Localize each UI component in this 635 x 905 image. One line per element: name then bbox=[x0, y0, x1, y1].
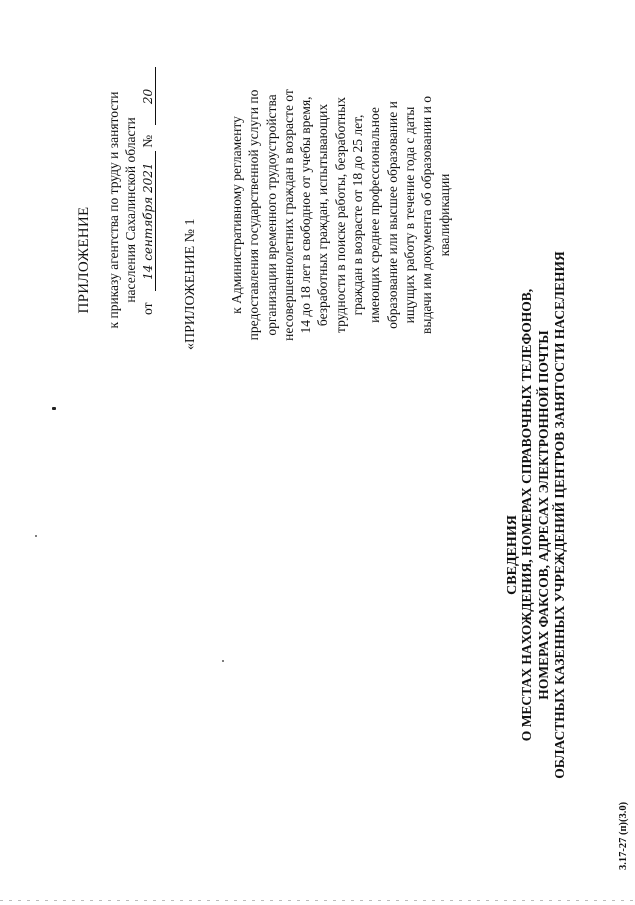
section-heading bbox=[519, 235, 569, 795]
handwritten-date: 14 сентября 2021 bbox=[142, 151, 156, 291]
regulation-line: безработных граждан, испытывающих bbox=[315, 103, 331, 327]
regulation-line: трудности в поиске работы, безработных bbox=[332, 97, 348, 333]
heading-line: НОМЕРАХ ФАКСОВ, АДРЕСАХ ЭЛЕКТРОННОЙ ПОЧТЫ bbox=[535, 330, 551, 700]
regulation-reference bbox=[228, 0, 453, 435]
scan-speck bbox=[35, 535, 37, 537]
regulation-line: имеющих среднее профессиональное bbox=[367, 107, 383, 323]
regulation-line: квалификации bbox=[436, 173, 452, 257]
regulation-line: к Административному регламенту bbox=[229, 116, 244, 314]
scan-edge-line bbox=[0, 900, 635, 901]
document-code: 3.17-27 (п)(3.0) bbox=[618, 801, 629, 870]
regulation-line: образование или высшее образование и bbox=[384, 101, 400, 329]
regulation-line: предоставления государственной услуги по bbox=[246, 89, 262, 341]
handwritten-number: 20 bbox=[142, 68, 156, 126]
regulation-line: несовершеннолетних граждан в возрасте от bbox=[280, 89, 296, 341]
number-sign: № bbox=[140, 134, 155, 148]
regulation-line: ищущих работу в течение года с даты bbox=[401, 106, 417, 324]
appendix-number-label: «ПРИЛОЖЕНИЕ № 1 bbox=[183, 218, 198, 350]
section-heading-title: СВЕДЕНИЯ bbox=[505, 515, 520, 595]
order-reference bbox=[105, 30, 139, 390]
regulation-line: 14 до 18 лет в свободное от учебы время, bbox=[298, 96, 314, 334]
scan-speck bbox=[52, 407, 56, 410]
regulation-line: организации временного трудоустройства bbox=[263, 94, 279, 336]
heading-line: О МЕСТАХ НАХОЖДЕНИЯ, НОМЕРАХ СПРАВОЧНЫХ ТЕЛЕФОНОВ, bbox=[519, 288, 534, 742]
order-line: к приказу агентства по труду и занятости bbox=[106, 91, 121, 329]
appendix-title: ПРИЛОЖЕНИЕ bbox=[76, 206, 92, 314]
order-date-line bbox=[140, 15, 156, 315]
date-prefix: от bbox=[140, 302, 155, 315]
scan-speck bbox=[222, 660, 224, 662]
heading-line: ОБЛАСТНЫХ КАЗЕННЫХ УЧРЕЖДЕНИЙ ЦЕНТРОВ ЗАНЯТОСТИ НАСЕЛЕНИЯ bbox=[552, 251, 567, 779]
regulation-line: граждан в возрасте от 18 до 25 лет, bbox=[350, 114, 366, 316]
regulation-line: выдачи им документа об образовании и о bbox=[419, 96, 435, 334]
order-line: населения Сахалинской области bbox=[123, 117, 138, 303]
